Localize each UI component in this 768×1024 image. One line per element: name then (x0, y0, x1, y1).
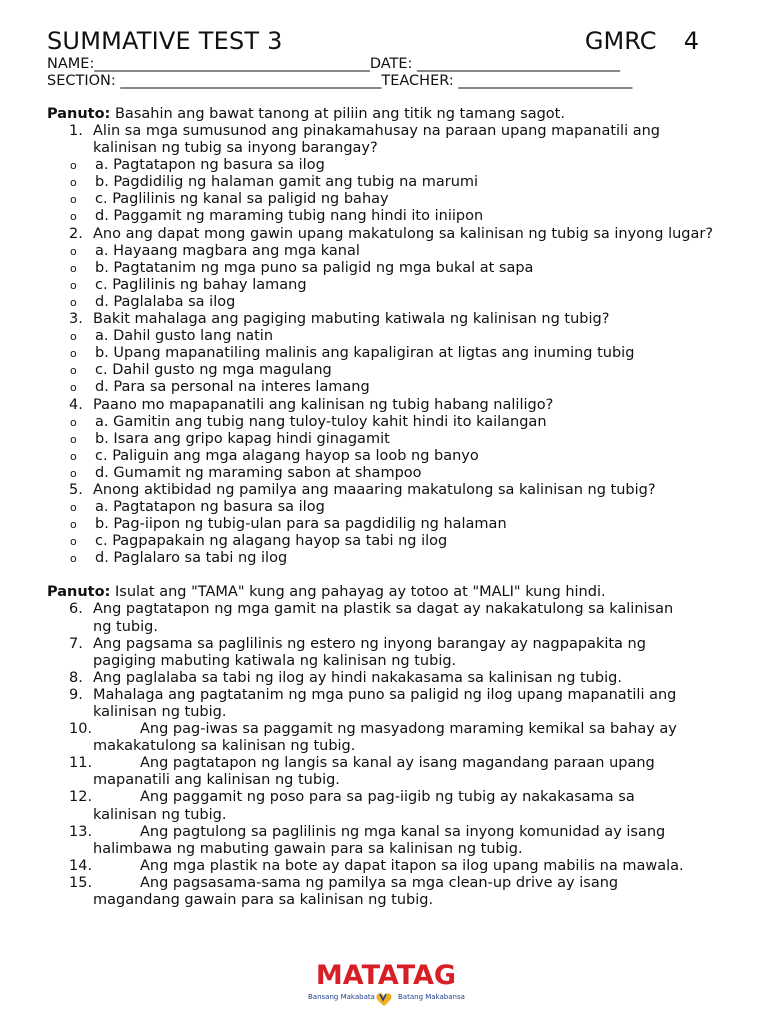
hollow-circle-bullet-icon: o (70, 381, 77, 395)
answer-option[interactable] (47, 174, 727, 191)
subject-label: GMRC 4 (584, 27, 699, 55)
instruction-label: Panuto: (47, 106, 111, 122)
statement-number: 13. (69, 823, 93, 840)
option-text: a. Hayaang magbara ang mga kanal (95, 242, 360, 259)
answer-option[interactable] (47, 516, 727, 533)
option-text: b. Pagdidilig ng halaman gamit ang tubig na marumi (95, 174, 479, 191)
logo-tagline-right: Batang Makabansa (398, 993, 465, 1001)
question-number: 3. (69, 311, 83, 328)
statement-item (47, 755, 727, 789)
statement-number: 7. (69, 635, 83, 652)
hollow-circle-bullet-icon: o (70, 535, 77, 549)
statement-number: 10. (69, 721, 93, 738)
statement-text: Ang pagsasama-sama ng pamilya sa mga clean-up drive ay isang (140, 874, 619, 891)
hollow-circle-bullet-icon: o (70, 193, 77, 207)
statement-item (47, 824, 727, 858)
statement-item (47, 875, 727, 909)
hollow-circle-bullet-icon: o (70, 295, 77, 309)
multiple-choice-list (47, 123, 727, 567)
hollow-circle-bullet-icon: o (70, 432, 77, 446)
question-number: 2. (69, 225, 83, 242)
statement-text-continued: makakatulong sa kalinisan ng tubig. (93, 738, 356, 755)
question-text: Paano mo mapapanatili ang kalinisan ng tubig habang naliligo? (93, 396, 554, 413)
answer-option[interactable] (47, 345, 727, 362)
statement-number: 9. (69, 686, 83, 703)
hollow-circle-bullet-icon: o (70, 364, 77, 378)
hollow-circle-bullet-icon: o (70, 347, 77, 361)
answer-option[interactable] (47, 499, 727, 516)
statement-number: 6. (69, 601, 83, 618)
answer-option[interactable] (47, 243, 727, 260)
hollow-circle-bullet-icon: o (70, 278, 77, 292)
page-title: SUMMATIVE TEST 3 (47, 27, 283, 55)
instruction-part2 (47, 584, 727, 601)
hollow-circle-bullet-icon: o (70, 244, 77, 258)
statement-text-continued: magandang gawain para sa kalinisan ng tubig. (93, 892, 434, 909)
section-teacher-field[interactable]: SECTION: ____________________________________TEACHER: ________________________ (47, 73, 633, 89)
answer-option[interactable] (47, 465, 727, 482)
statement-number: 12. (69, 789, 93, 806)
statement-text: Ang pagtulong sa paglilinis ng mga kanal sa inyong komunidad ay isang (140, 823, 666, 840)
statement-item (47, 858, 727, 875)
hollow-circle-bullet-icon: o (70, 176, 77, 190)
statement-text-continued: kalinisan ng tubig. (93, 704, 227, 720)
option-text: d. Paglalaro sa tabi ng ilog (95, 550, 288, 567)
option-text: a. Pagtatapon ng basura sa ilog (95, 157, 325, 174)
name-date-field[interactable]: NAME:______________________________________DATE: ____________________________ (47, 56, 621, 72)
question-text: Ano ang dapat mong gawin upang makatulong sa kalinisan ng tubig sa inyong lugar? (93, 225, 714, 242)
question-number: 1. (69, 123, 83, 139)
option-text: a. Pagtatapon ng basura sa ilog (95, 499, 325, 516)
statement-number: 14. (69, 857, 93, 874)
hollow-circle-bullet-icon: o (70, 330, 77, 344)
question-number: 4. (69, 396, 83, 413)
statement-item (47, 789, 727, 823)
answer-option[interactable] (47, 379, 727, 396)
statement-text: Mahalaga ang pagtatanim ng mga puno sa paligid ng ilog upang mapanatili ang (93, 686, 677, 703)
logo-tagline-left: Bansang Makabata (308, 993, 375, 1001)
statement-text-continued: mapanatili ang kalinisan ng tubig. (93, 772, 340, 789)
hollow-circle-bullet-icon: o (70, 552, 77, 566)
matatag-logo (306, 960, 466, 1010)
statement-text: Ang paggamit ng poso para sa pag-iigib ng tubig ay nakakasama sa (140, 789, 635, 806)
answer-option[interactable] (47, 208, 727, 225)
option-text: c. Paliguin ang mga alagang hayop sa loob ng banyo (95, 447, 479, 464)
option-text: c. Paglilinis ng bahay lamang (95, 276, 307, 293)
statement-item (47, 636, 727, 670)
options-list (47, 328, 727, 396)
hollow-circle-bullet-icon: o (70, 518, 77, 532)
statement-number: 11. (69, 755, 93, 772)
statement-text: Ang pagsama sa paglilinis ng estero ng inyong barangay ay nagpapakita ng (93, 635, 646, 652)
statement-text-continued: kalinisan ng tubig. (93, 806, 227, 823)
option-text: d. Para sa personal na interes lamang (95, 379, 370, 396)
option-text: b. Upang mapanatiling malinis ang kapaligiran at ligtas ang inuming tubig (95, 345, 635, 362)
option-text: d. Paggamit ng maraming tubig nang hindi ito iniipon (95, 208, 484, 225)
hollow-circle-bullet-icon: o (70, 159, 77, 173)
option-text: b. Isara ang gripo kapag hindi ginagamit (95, 430, 390, 447)
option-text: a. Dahil gusto lang natin (95, 328, 274, 345)
option-text: d. Gumamit ng maraming sabon at shampoo (95, 464, 422, 481)
hollow-circle-bullet-icon: o (70, 466, 77, 480)
statement-text-continued: pagiging mabuting katiwala ng kalinisan ng tubig. (93, 652, 457, 669)
statement-number: 8. (69, 669, 83, 686)
answer-option[interactable] (47, 157, 727, 174)
title-row (47, 26, 727, 56)
question-text: Alin sa mga sumusunod ang pinakamahusay na paraan upang mapanatili ang kalinisan ng tubig sa inyong barangay? (93, 123, 660, 157)
answer-option[interactable] (47, 448, 727, 465)
instruction-label: Panuto: (47, 584, 111, 601)
hollow-circle-bullet-icon: o (70, 449, 77, 463)
question-item (47, 123, 727, 157)
hollow-circle-bullet-icon: o (70, 261, 77, 275)
instruction-text: Basahin ang bawat tanong at piliin ang titik ng tamang sagot. (110, 106, 565, 122)
logo-emblem-icon (374, 991, 394, 1007)
statement-text: Ang paglalaba sa tabi ng ilog ay hindi nakakasama sa kalinisan ng tubig. (93, 669, 622, 686)
statement-text: Ang pagtatapon ng mga gamit na plastik sa dagat ay nakakatulong sa kalinisan (93, 601, 674, 618)
answer-option[interactable] (47, 414, 727, 431)
statement-text: Ang pag-iwas sa paggamit ng masyadong maraming kemikal sa bahay ay (140, 721, 677, 738)
option-text: c. Dahil gusto ng mga magulang (95, 362, 332, 379)
instruction-part1 (47, 106, 727, 123)
question-item (47, 482, 727, 499)
options-list (47, 157, 727, 225)
option-text: a. Gamitin ang tubig nang tuloy-tuloy kahit hindi ito kailangan (95, 413, 547, 430)
statement-text: Ang mga plastik na bote ay dapat itapon sa ilog upang mabilis na mawala. (140, 857, 684, 874)
instruction-text: Isulat ang "TAMA" kung ang pahayag ay totoo at "MALI" kung hindi. (110, 584, 606, 601)
option-text: c. Paglilinis ng kanal sa paligid ng bahay (95, 191, 389, 208)
question-text: Anong aktibidad ng pamilya ang maaaring makatulong sa kalinisan ng tubig? (93, 481, 656, 498)
option-text: b. Pag-iipon ng tubig-ulan para sa pagdidilig ng halaman (95, 516, 507, 533)
answer-option[interactable] (47, 294, 727, 311)
question-item (47, 226, 727, 243)
answer-option[interactable] (47, 431, 727, 448)
question-text: Bakit mahalaga ang pagiging mabuting katiwala ng kalinisan ng tubig? (93, 311, 610, 328)
answer-option[interactable] (47, 533, 727, 550)
logo-wordmark: MATATAG (315, 960, 457, 991)
answer-option[interactable] (47, 550, 727, 567)
statement-text-continued: ng tubig. (93, 618, 158, 635)
statement-item (47, 687, 727, 721)
question-number: 5. (69, 481, 83, 498)
option-text: c. Pagpapakain ng alagang hayop sa tabi ng ilog (95, 533, 448, 550)
answer-option[interactable] (47, 191, 727, 208)
options-list (47, 243, 727, 311)
hollow-circle-bullet-icon: o (70, 415, 77, 429)
question-item (47, 397, 727, 414)
option-text: b. Pagtatanim ng mga puno sa paligid ng mga bukal at sapa (95, 259, 534, 276)
answer-option[interactable] (47, 277, 727, 294)
statement-item (47, 670, 727, 687)
test-sheet (47, 26, 727, 909)
statement-text: Ang pagtatapon ng langis sa kanal ay isang magandang paraan upang (140, 755, 655, 772)
hollow-circle-bullet-icon: o (70, 210, 77, 224)
answer-option[interactable] (47, 362, 727, 379)
question-item (47, 311, 727, 328)
statement-text-continued: halimbawa ng mabuting gawain para sa kalinisan ng tubig. (93, 840, 523, 857)
statement-item (47, 721, 727, 755)
answer-option[interactable] (47, 328, 727, 345)
options-list (47, 499, 727, 567)
statement-number: 15. (69, 874, 93, 891)
hollow-circle-bullet-icon: o (70, 501, 77, 515)
option-text: d. Paglalaba sa ilog (95, 293, 236, 310)
answer-option[interactable] (47, 260, 727, 277)
options-list (47, 414, 727, 482)
true-false-list (47, 601, 727, 909)
statement-item (47, 601, 727, 635)
